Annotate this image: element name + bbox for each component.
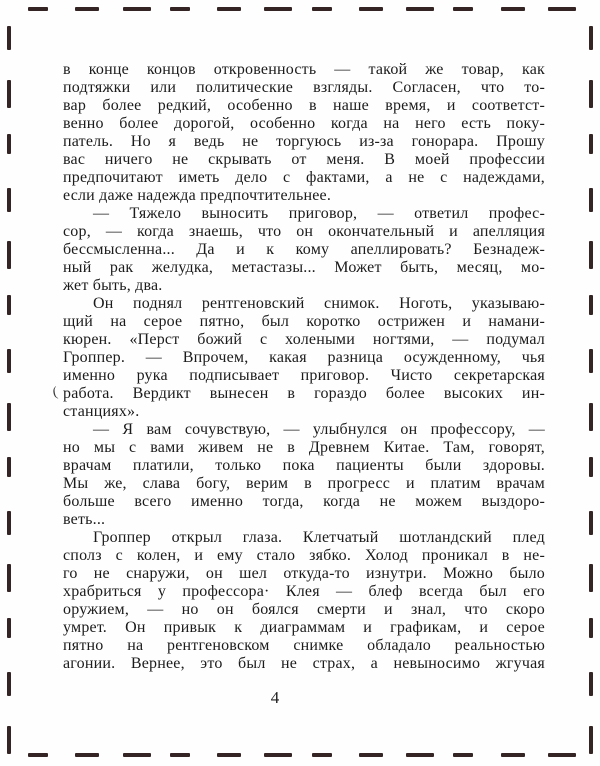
scan-edge-mark — [7, 618, 11, 638]
scan-edge-mark — [589, 511, 593, 535]
text-line: предпочитают иметь дело с фактами, а не с надеждами, — [63, 169, 545, 186]
scan-edge-mark — [589, 241, 593, 269]
scan-edge-mark — [7, 672, 11, 696]
scan-edge-mark — [217, 753, 241, 757]
scan-edge-mark — [589, 349, 593, 373]
scan-edge-mark — [28, 753, 48, 757]
scan-edge-mark — [7, 564, 11, 592]
scan-edge-mark — [7, 241, 11, 269]
page-text — [63, 61, 545, 673]
scan-edge-mark — [453, 753, 473, 757]
text-line: работа. Вердикт вынесен в гораздо более высоких ин- — [63, 385, 545, 402]
text-line: Он поднял рентгеновский снимок. Ноготь, указываю- — [93, 295, 545, 312]
text-line: Мы же, слава богу, верим в прогресс и платим врачам — [63, 475, 545, 492]
scan-edge-mark — [312, 7, 332, 11]
scan-edge-mark — [589, 188, 593, 212]
text-line: веть... — [63, 511, 106, 528]
text-line: бессмысленна... Да и к кому апеллировать? Безнадеж- — [63, 241, 545, 258]
scan-edge-mark — [589, 726, 593, 754]
scan-edge-mark — [170, 753, 190, 757]
scan-edge-mark — [7, 295, 11, 315]
scan-edge-mark — [501, 7, 525, 11]
text-line: Гроппер. — Впрочем, какая разница осужденному, чья — [63, 349, 545, 366]
scan-edge-mark — [7, 457, 11, 477]
scan-edge-mark — [7, 511, 11, 535]
scan-edge-mark — [589, 80, 593, 108]
text-line: сполз с колен, и ему стало зябко. Холод проникал в не- — [63, 547, 545, 564]
text-line: — Я вам сочувствую, — улыбнулся он профессору, — — [93, 421, 545, 438]
scan-edge-mark — [123, 7, 151, 11]
text-line: ный рак желудка, метастазы... Может быть, месяц, мо- — [63, 259, 545, 276]
scan-edge-mark — [7, 403, 11, 431]
scan-edge-mark — [589, 618, 593, 638]
scan-edge-mark — [406, 753, 434, 757]
ink-smudge-mark: ( — [51, 384, 59, 401]
text-line: го не снаружи, он шел откуда-то изнутри. Можно было — [63, 565, 545, 582]
scan-edge-mark — [589, 564, 593, 592]
text-line: оружием, — но он боялся смерти и знал, что скоро — [63, 601, 545, 618]
scan-edge-mark — [7, 80, 11, 108]
scan-edge-mark — [312, 753, 332, 757]
scan-edge-mark — [217, 7, 241, 11]
text-line: агонии. Вернее, это был не страх, а невыносимо жгучая — [63, 655, 545, 672]
text-line: вар более редкий, особенно в наше время, и соответст- — [63, 97, 545, 114]
text-line: — Тяжело выносить приговор, — ответил профес- — [93, 205, 545, 222]
text-line: подтяжки или политические взгляды. Согласен, что то- — [63, 79, 545, 96]
text-line: именно рука подписывает приговор. Чисто секретарская — [63, 367, 545, 384]
scan-edge-mark — [548, 7, 576, 11]
scan-edge-mark — [406, 7, 434, 11]
text-line: больше всего именно тогда, когда не можем выздоро- — [63, 493, 545, 510]
text-line: храбриться у профессора· Клея — блеф всегда был его — [63, 583, 545, 600]
text-line: жет быть, два. — [63, 277, 163, 294]
scan-edge-mark — [7, 134, 11, 154]
scan-edge-mark — [7, 26, 11, 50]
text-line: но мы с вами живем не в Древнем Китае. Там, говорят, — [63, 439, 545, 456]
scan-edge-mark — [589, 295, 593, 315]
scan-edge-mark — [589, 26, 593, 50]
scan-edge-mark — [75, 753, 99, 757]
scan-edge-mark — [7, 188, 11, 212]
scan-edge-mark — [589, 134, 593, 154]
scan-edge-mark — [589, 457, 593, 477]
scan-edge-mark — [28, 7, 48, 11]
scan-edge-mark — [359, 753, 383, 757]
text-line: в конце концов откровенность — такой же товар, как — [63, 61, 545, 78]
text-line: Гроппер открыл глаза. Клетчатый шотландский плед — [93, 529, 545, 546]
text-line: щий на серое пятно, был коротко острижен и намани- — [63, 313, 545, 330]
text-line: пятно на рентгеновском снимке обладало реальностью — [63, 637, 545, 654]
text-line: если даже надежда предпочтительнее. — [63, 187, 332, 204]
text-line: станциях». — [63, 403, 140, 420]
scan-edge-mark — [453, 7, 473, 11]
scan-edge-mark — [501, 753, 525, 757]
text-line: кюрен. «Перст божий с холеными ногтями, — подумал — [63, 331, 545, 348]
scan-edge-mark — [589, 403, 593, 431]
scan-edge-mark — [123, 753, 151, 757]
text-line: умрет. Он привык к диаграммам и графикам, и серое — [63, 619, 545, 636]
scan-edge-mark — [170, 7, 190, 11]
scan-edge-mark — [75, 7, 99, 11]
text-line: врачам платили, только пока пациенты были здоровы. — [63, 457, 545, 474]
scan-edge-mark — [7, 349, 11, 373]
page-number: 4 — [270, 688, 280, 707]
text-line: сор, — когда знаешь, что он окончательный и апелляция — [63, 223, 545, 240]
text-line: венно более дорогой, особенно когда на него есть поку- — [63, 115, 545, 132]
scan-edge-mark — [264, 7, 292, 11]
scan-edge-mark — [264, 753, 292, 757]
scan-edge-mark — [548, 753, 576, 757]
text-line: патель. Но я ведь не торгуюсь из-за гонорара. Прошу — [63, 133, 545, 150]
text-line: вас ничего не скрывать от меня. В моей профессии — [63, 151, 545, 168]
scan-edge-mark — [359, 7, 383, 11]
scan-edge-mark — [589, 672, 593, 696]
scan-edge-mark — [7, 726, 11, 754]
